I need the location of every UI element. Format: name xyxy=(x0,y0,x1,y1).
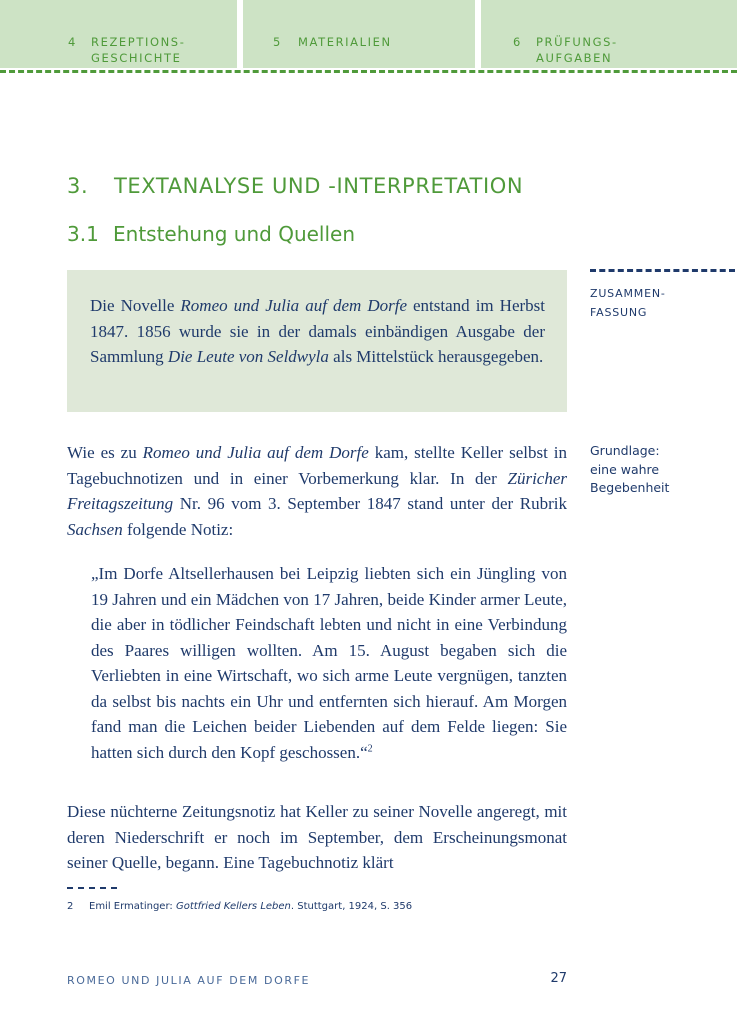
margin-note: Grundlage: eine wahre Begebenheit xyxy=(590,443,670,495)
nav-tab-pruefungsaufgaben[interactable] xyxy=(481,0,737,68)
footnote-reference[interactable]: 2 xyxy=(367,742,373,754)
summary-box: Die Novelle Romeo und Julia auf dem Dorfe entstand im Herbst 1847. 1856 wurde sie in der damals einbändigen Ausgabe der Sammlung Die Leute von Seldwyla als Mittelstück herausgegeben. xyxy=(67,270,567,412)
chapter-navigation xyxy=(0,0,737,68)
nav-tab-number: 5 xyxy=(273,35,282,49)
newspaper-quote: „Im Dorfe Altsellerhausen bei Leipzig liebten sich ein Jüngling von 19 Jahren und ein Mädchen von 17 Jahren, beide Kinder armer Leute, die aber in tödlicher Feindschaft lebten und nicht in eine Verbindung des Paares willigen wollten. Am 15. August begaben sich die Verliebten in eine Wirtschaft, wo sich arme Leute vergnügen, tanzten da selbst bis nachts ein Uhr und entfernten sich hierauf. Am Morgen fand man die Leichen beider Liebenden auf dem Felde liegen: Sie hatten sich durch den Kopf geschossen.“$^2$ xyxy=(91,564,567,762)
nav-tab-label: MATERIALIEN xyxy=(298,35,392,49)
section-title: Entstehung und Quellen xyxy=(113,222,356,246)
nav-dashed-divider xyxy=(0,70,737,73)
nav-tab-label: PRÜFUNGS- AUFGABEN xyxy=(536,35,618,65)
running-footer-title: ROMEO UND JULIA AUF DEM DORFE xyxy=(67,974,311,987)
footnote-divider xyxy=(67,887,117,889)
margin-dashed-divider xyxy=(590,269,735,272)
footnote-number: 2 xyxy=(67,901,74,912)
section-heading xyxy=(67,222,355,246)
page-number: 27 xyxy=(550,971,567,986)
section-number: 3.1 xyxy=(67,222,99,246)
body-paragraph-2: Diese nüchterne Zeitungsnotiz hat Keller zu seiner Novelle angeregt, mit deren Niederschrift er noch im September, dem Erscheinungsmonat seiner Quelle, begann. Eine Tagebuchnotiz klärt xyxy=(67,802,567,872)
nav-tab-label: REZEPTIONS- GESCHICHTE xyxy=(91,35,186,65)
footnote: 2 Emil Ermatinger: Gottfried Kellers Leben. Stuttgart, 1924, S. 356 xyxy=(67,901,413,912)
chapter-number: 3. xyxy=(67,174,89,198)
nav-tab-number: 4 xyxy=(68,35,77,49)
body-paragraph-1: Wie es zu Romeo und Julia auf dem Dorfe kam, stellte Keller selbst in Tagebuchnotizen und in einer Vorbemerkung klar. In der Züricher Freitagszeitung Nr. 96 vom 3. September 1847 stand unter der Rubrik Sachsen folgende Notiz: xyxy=(67,443,567,539)
nav-tab-rezeptionsgeschichte[interactable] xyxy=(0,0,237,68)
nav-tab-materialien[interactable] xyxy=(243,0,475,68)
nav-tab-number: 6 xyxy=(513,35,522,49)
chapter-heading xyxy=(67,174,523,198)
margin-summary-label: ZUSAMMEN- FASSUNG xyxy=(590,287,666,319)
chapter-title: TEXTANALYSE UND -INTERPRETATION xyxy=(114,174,524,198)
